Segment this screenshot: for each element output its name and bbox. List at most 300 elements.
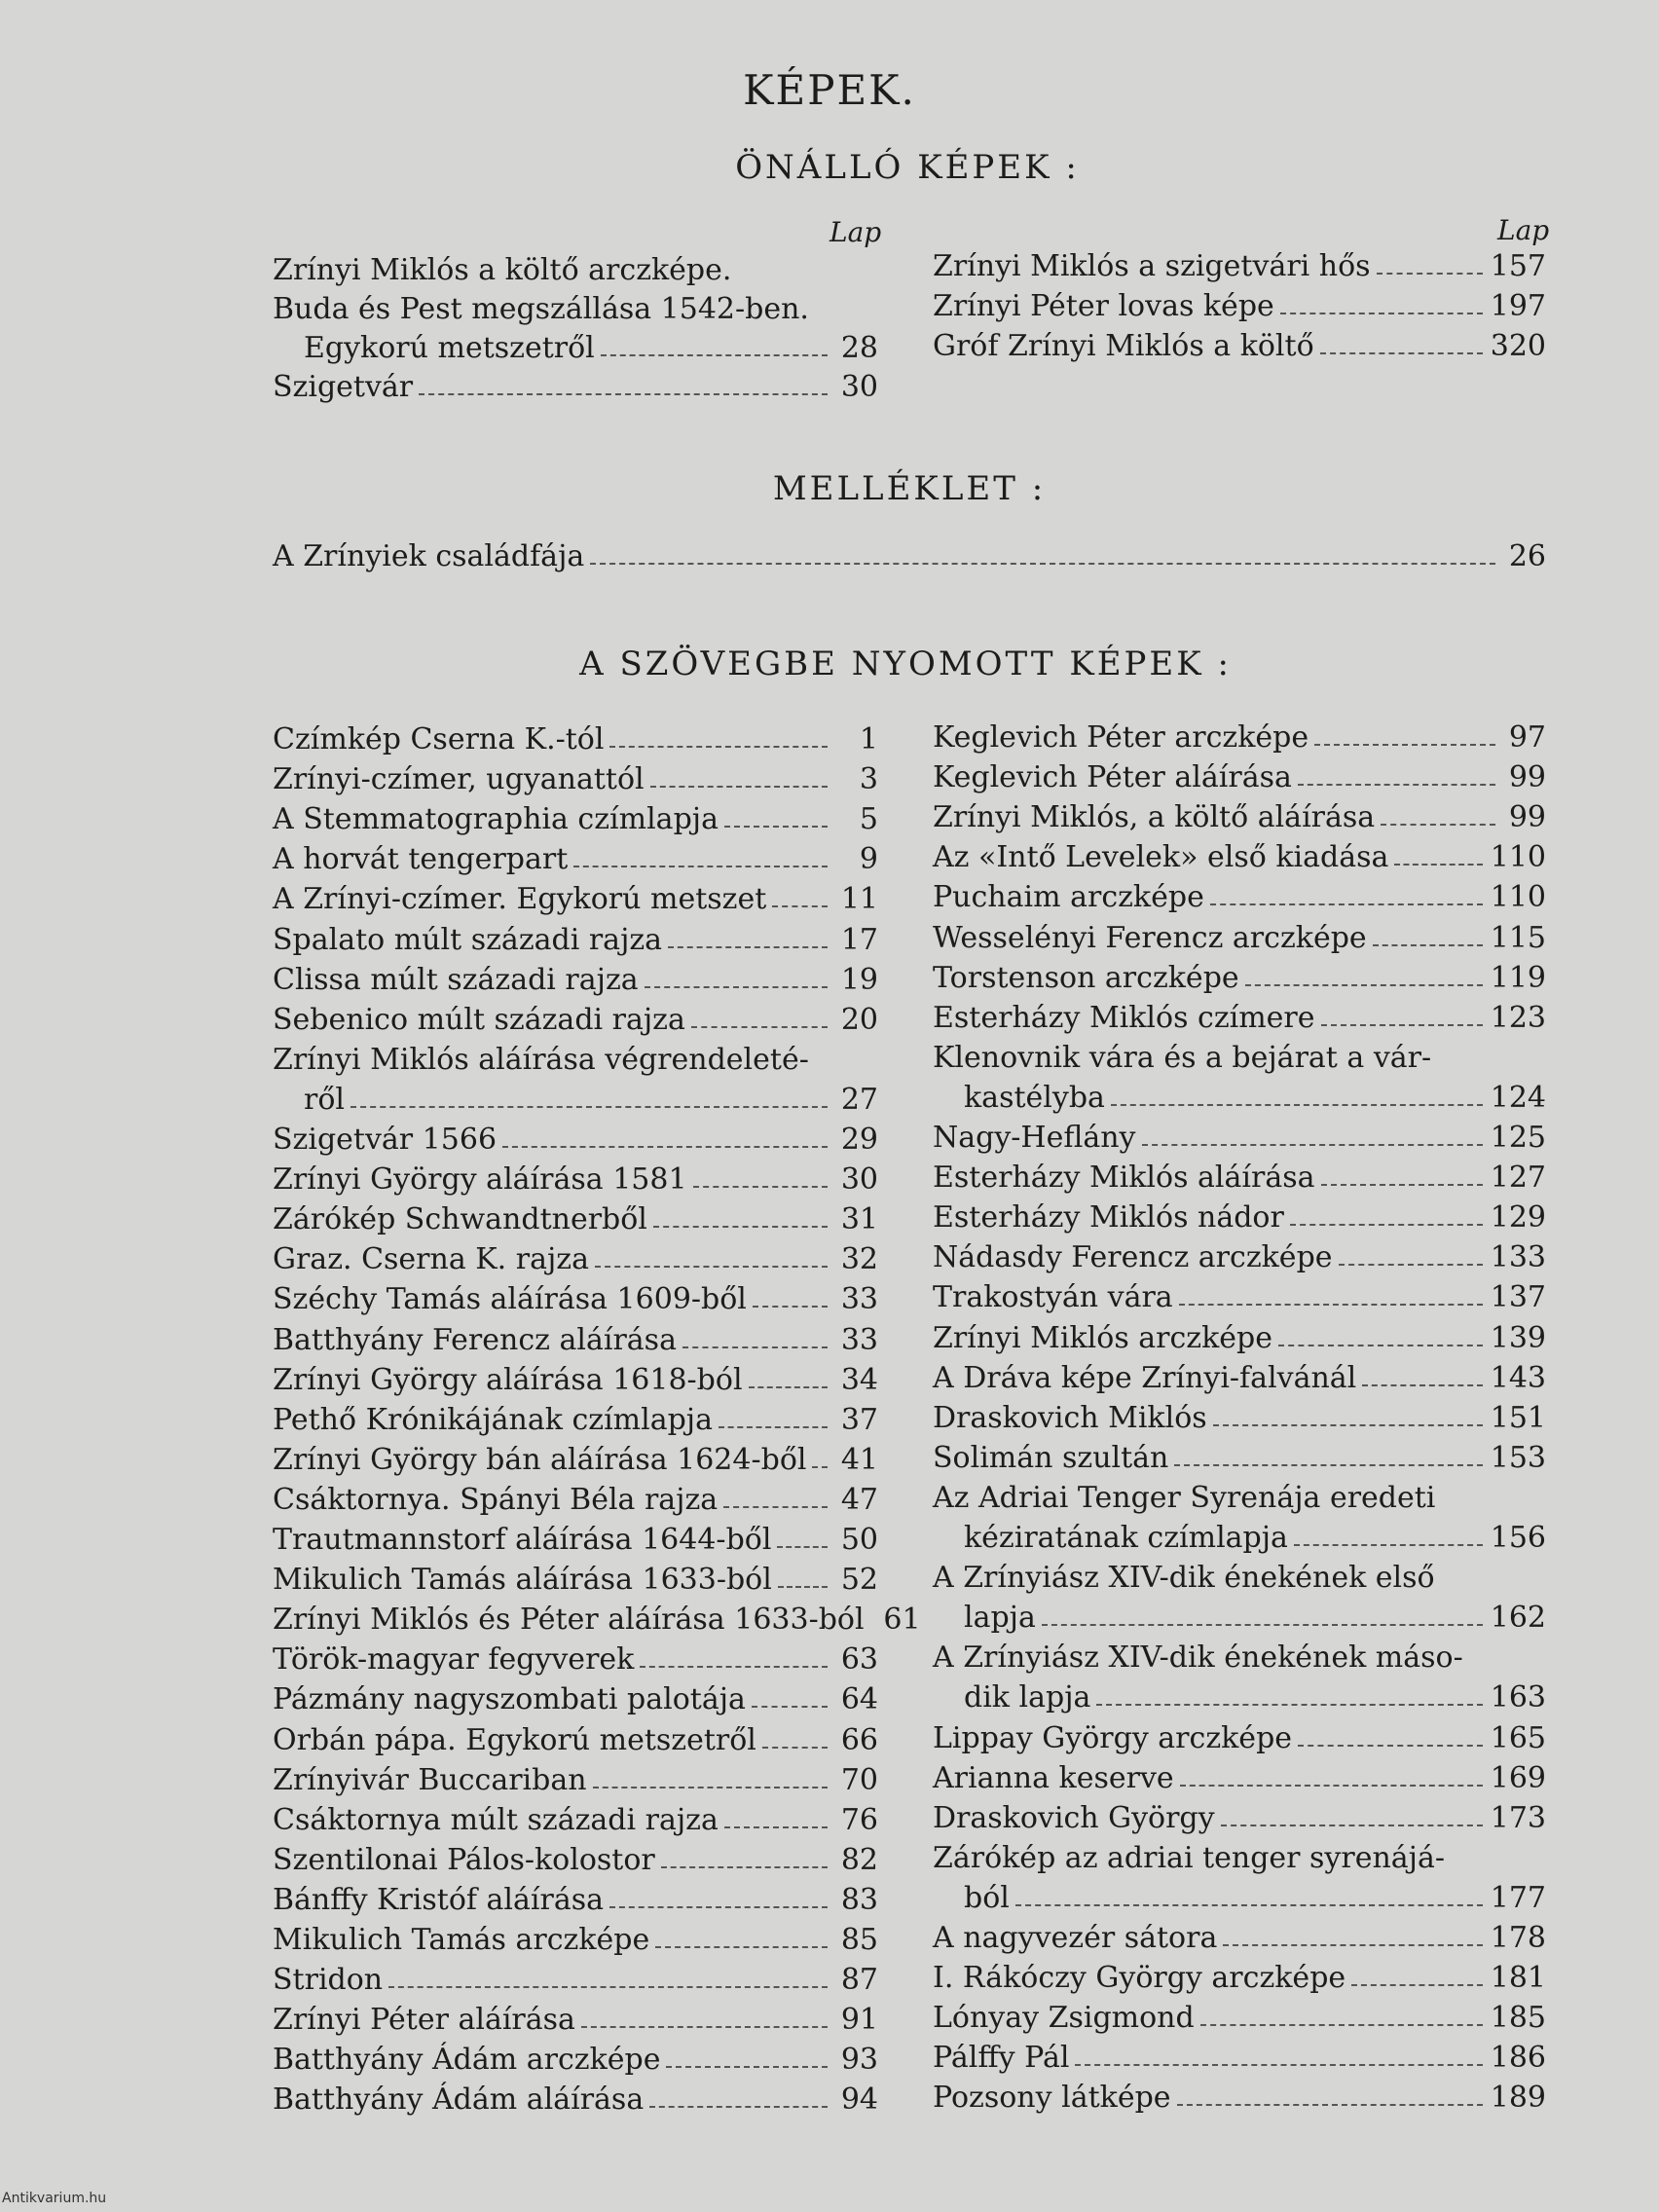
dot-leader xyxy=(668,946,828,948)
entry-title: Zrínyi Miklós, a költő aláírása xyxy=(933,800,1376,835)
toc-entry xyxy=(273,1157,878,1197)
entry-page: 151 xyxy=(1490,1400,1546,1435)
entry-title: Zrínyi Péter aláírása xyxy=(273,2003,575,2038)
dot-leader xyxy=(724,1826,828,1828)
toc-entry xyxy=(933,1035,1546,1075)
entry-title: Zrínyi Miklós arczképe xyxy=(933,1320,1272,1355)
entry-page: 76 xyxy=(840,1802,878,1837)
toc-entry xyxy=(273,997,878,1037)
dot-leader xyxy=(777,1546,828,1548)
dot-leader xyxy=(653,1226,828,1228)
toc-entry xyxy=(273,876,878,916)
entry-title: Pázmány nagyszombati palotája xyxy=(273,1682,746,1717)
entry-page: 28 xyxy=(840,331,878,365)
dot-leader xyxy=(419,393,828,395)
entry-page: 33 xyxy=(840,1322,878,1357)
toc-entry xyxy=(933,1635,1546,1675)
toc-entry xyxy=(273,1957,878,1997)
entry-title: Stridon xyxy=(273,1963,384,1998)
toc-entry xyxy=(273,1797,878,1837)
entry-title: Trautmannstorf aláírása 1644-ből xyxy=(273,1523,772,1557)
dot-leader xyxy=(590,563,1495,565)
toc-entry xyxy=(933,1435,1546,1475)
entry-title: A Stemmatographia czímlapja xyxy=(273,802,719,837)
dot-leader xyxy=(1320,352,1483,354)
dot-leader xyxy=(1177,2104,1483,2106)
entry-title: Torstenson arczképe xyxy=(933,960,1239,995)
entry-page: 99 xyxy=(1508,760,1546,795)
entry-page: 157 xyxy=(1490,249,1546,283)
dot-leader xyxy=(1280,313,1483,314)
toc-entry xyxy=(273,2037,878,2077)
dot-leader xyxy=(1321,1184,1483,1186)
lap-label-right: Lap xyxy=(1497,214,1550,246)
dot-leader xyxy=(649,2106,828,2108)
entry-page: 169 xyxy=(1490,1760,1546,1795)
entry-title: Orbán pápa. Egykorú metszetről xyxy=(273,1722,756,1757)
dot-leader xyxy=(595,1266,828,1268)
dot-leader xyxy=(650,786,828,788)
entry-title: Nagy-Heflány xyxy=(933,1121,1136,1155)
toc-entry xyxy=(933,794,1546,834)
toc-entry xyxy=(933,1355,1546,1395)
dot-leader xyxy=(753,1306,828,1308)
toc-entry xyxy=(933,1475,1546,1515)
entry-page: 41 xyxy=(840,1442,878,1477)
entry-title: A nagyvezér sátora xyxy=(933,1921,1218,1955)
toc-entry xyxy=(933,1915,1546,1955)
dot-leader xyxy=(1298,1745,1483,1747)
dot-leader xyxy=(693,1186,828,1188)
section-heading-szoveg: A SZÖVEGBE NYOMOTT KÉPEK : xyxy=(579,645,1232,683)
section-heading-onallo: ÖNÁLLÓ KÉPEK : xyxy=(735,148,1080,187)
dot-leader xyxy=(350,1106,828,1108)
entry-page: 110 xyxy=(1490,880,1546,915)
entry-title: Pálffy Pál xyxy=(933,2041,1070,2076)
toc-entry xyxy=(933,1955,1546,1995)
dot-leader xyxy=(1278,1345,1483,1346)
dot-leader xyxy=(1294,1544,1483,1546)
entry-page: 93 xyxy=(840,2043,878,2078)
dot-leader xyxy=(682,1346,828,1348)
entry-title: Esterházy Miklós aláírása xyxy=(933,1161,1315,1196)
dot-leader xyxy=(762,1747,828,1749)
toc-entry xyxy=(933,995,1546,1035)
entry-page: 320 xyxy=(1490,329,1546,363)
dot-leader xyxy=(1210,903,1483,905)
entry-page: 137 xyxy=(1490,1280,1546,1315)
entry-title: dik lapja xyxy=(964,1680,1091,1715)
entry-page: 83 xyxy=(840,1882,878,1917)
toc-entry xyxy=(273,1317,878,1357)
toc-entry xyxy=(273,1757,878,1797)
toc-entry xyxy=(273,1517,878,1557)
toc-entry xyxy=(273,1677,878,1716)
entry-page: 186 xyxy=(1490,2041,1546,2076)
dot-leader xyxy=(1180,1785,1483,1787)
dot-leader xyxy=(1213,1424,1483,1426)
dot-leader xyxy=(1075,2064,1482,2066)
entry-page: 127 xyxy=(1490,1161,1546,1196)
toc-entry xyxy=(933,1555,1546,1595)
toc-entry xyxy=(273,364,878,404)
toc-entry xyxy=(933,1195,1546,1235)
toc-entry xyxy=(933,1795,1546,1835)
toc-entry xyxy=(273,1637,878,1677)
entry-page: 123 xyxy=(1490,1000,1546,1035)
entry-title: Graz. Cserna K. rajza xyxy=(273,1242,589,1277)
entry-title: Az «Intő Levelek» első kiadása xyxy=(933,840,1389,875)
entry-page: 11 xyxy=(840,882,878,917)
dot-leader xyxy=(601,354,828,356)
toc-entry xyxy=(933,1755,1546,1795)
dot-leader xyxy=(1042,1624,1483,1626)
entry-title: Draskovich Miklós xyxy=(933,1400,1207,1435)
toc-entry xyxy=(933,715,1546,755)
toc-entry xyxy=(933,243,1546,283)
entry-title: Egykorú metszetről xyxy=(304,331,595,365)
entry-title: Zrínyi György bán aláírása 1624-ből xyxy=(273,1442,807,1477)
toc-entry xyxy=(273,286,878,326)
entry-title: Batthyány Ferencz aláírása xyxy=(273,1322,677,1357)
entry-title: A horvát tengerpart xyxy=(273,842,569,877)
entry-title: kéziratának czímlapja xyxy=(964,1521,1288,1555)
dot-leader xyxy=(1298,784,1495,786)
entry-page: 162 xyxy=(1490,1601,1546,1636)
dot-leader xyxy=(1245,984,1483,986)
entry-page: 26 xyxy=(1508,539,1546,573)
entry-page: 156 xyxy=(1490,1521,1546,1555)
dot-leader xyxy=(1290,1224,1483,1226)
toc-entry xyxy=(273,836,878,876)
entry-title: Mikulich Tamás arczképe xyxy=(273,1923,650,1957)
entry-page: 178 xyxy=(1490,1921,1546,1955)
entry-title: Mikulich Tamás aláírása 1633-ból xyxy=(273,1563,772,1598)
toc-entry xyxy=(933,1515,1546,1555)
toc-entry xyxy=(933,1155,1546,1195)
entry-page: 189 xyxy=(1490,2081,1546,2116)
toc-entry xyxy=(273,717,878,756)
entry-page: 66 xyxy=(840,1722,878,1757)
entry-page: 50 xyxy=(840,1523,878,1557)
toc-entry xyxy=(933,1675,1546,1714)
toc-entry xyxy=(273,1717,878,1757)
entry-title: Batthyány Ádám arczképe xyxy=(273,2043,661,2078)
dot-leader xyxy=(655,1946,828,1948)
toc-entry xyxy=(273,1877,878,1917)
toc-entry xyxy=(273,1997,878,2037)
dot-leader xyxy=(778,1586,828,1588)
entry-title: Bánffy Kristóf aláírása xyxy=(273,1882,605,1917)
entry-title: Solimán szultán xyxy=(933,1440,1169,1475)
entry-title: Zrínyi Miklós és Péter aláírása 1633-ból xyxy=(273,1603,865,1638)
dot-leader xyxy=(1096,1704,1482,1706)
entry-page: 20 xyxy=(840,1002,878,1037)
entry-page: 29 xyxy=(840,1123,878,1157)
entry-title: Klenovnik vára és a bejárat a vár- xyxy=(933,1040,1432,1075)
entry-title: Zrínyivár Buccariban xyxy=(273,1762,587,1797)
dot-leader xyxy=(502,1146,828,1148)
dot-leader xyxy=(1221,1825,1483,1826)
toc-entry xyxy=(933,1274,1546,1314)
entry-title: Wesselényi Ferencz arczképe xyxy=(933,920,1367,955)
entry-page: 31 xyxy=(840,1202,878,1237)
entry-title: A Zrínyiek családfája xyxy=(273,539,585,573)
entry-page: 33 xyxy=(840,1282,878,1317)
toc-entry xyxy=(933,834,1546,874)
entry-title: Keglevich Péter arczképe xyxy=(933,720,1309,755)
toc-entry xyxy=(273,1037,878,1077)
entry-title: Zrínyi György aláírása 1618-ból xyxy=(273,1362,743,1397)
entry-title: ból xyxy=(964,1880,1010,1915)
dot-leader xyxy=(666,2066,828,2068)
entry-title: ről xyxy=(304,1082,345,1117)
dot-leader xyxy=(1015,1904,1483,1906)
entry-page: 185 xyxy=(1490,2001,1546,2036)
entry-title: Az Adriai Tenger Syrenája eredeti xyxy=(933,1480,1436,1515)
toc-entry xyxy=(273,1357,878,1397)
dot-leader xyxy=(1394,864,1482,866)
entry-title: Keglevich Péter aláírása xyxy=(933,760,1292,795)
dot-leader xyxy=(593,1787,828,1788)
entry-title: I. Rákóczy György arczképe xyxy=(933,1961,1346,1996)
entry-page: 91 xyxy=(840,2003,878,2038)
dot-leader xyxy=(723,1506,828,1508)
entry-page: 177 xyxy=(1490,1880,1546,1915)
toc-entry xyxy=(933,874,1546,914)
toc-entry xyxy=(933,1115,1546,1155)
entry-page: 94 xyxy=(840,2083,878,2118)
entry-title: A Dráva képe Zrínyi-falvánál xyxy=(933,1360,1357,1395)
toc-entry xyxy=(933,1595,1546,1635)
dot-leader xyxy=(719,1426,828,1428)
entry-title: A Zrínyiász XIV-dik énekének első xyxy=(933,1561,1435,1596)
entry-title: Zárókép az adriai tenger syrenájá- xyxy=(933,1840,1446,1875)
entry-title: Zrínyi Miklós aláírása végrendeleté- xyxy=(273,1042,809,1077)
entry-page: 32 xyxy=(840,1242,878,1277)
toc-entry xyxy=(933,283,1546,323)
entry-page: 173 xyxy=(1490,1800,1546,1835)
entry-page: 1 xyxy=(859,722,878,756)
toc-entry xyxy=(933,755,1546,794)
dot-leader xyxy=(388,1986,828,1988)
entry-page: 3 xyxy=(859,762,878,797)
toc-entry xyxy=(273,1276,878,1316)
dot-leader xyxy=(609,746,828,748)
entry-title: Szentilonai Pálos-kolostor xyxy=(273,1842,655,1877)
toc-entry xyxy=(273,1437,878,1477)
entry-title: Buda és Pest megszállása 1542-ben. xyxy=(273,292,809,326)
entry-page: 124 xyxy=(1490,1080,1546,1115)
toc-entry xyxy=(933,915,1546,955)
dot-leader xyxy=(1339,1264,1483,1266)
entry-title: Trakostyán vára xyxy=(933,1280,1173,1315)
entry-page: 99 xyxy=(1508,800,1546,835)
entry-page: 129 xyxy=(1490,1200,1546,1235)
entry-page: 143 xyxy=(1490,1360,1546,1395)
toc-entry xyxy=(933,1995,1546,2035)
toc-entry xyxy=(933,2035,1546,2075)
dot-leader xyxy=(691,1026,828,1028)
toc-entry xyxy=(933,1235,1546,1274)
entry-page: 9 xyxy=(859,842,878,877)
entry-page: 125 xyxy=(1490,1121,1546,1155)
toc-entry xyxy=(273,1197,878,1236)
dot-leader xyxy=(661,1866,828,1868)
entry-title: Spalato múlt századi rajza xyxy=(273,922,663,957)
toc-entry xyxy=(933,1315,1546,1355)
entry-page: 87 xyxy=(840,1963,878,1998)
entry-page: 34 xyxy=(840,1362,878,1397)
dot-leader xyxy=(752,1706,828,1708)
entry-title: Lippay György arczképe xyxy=(933,1720,1293,1755)
entry-title: Gróf Zrínyi Miklós a költő xyxy=(933,329,1314,363)
melleklet-entry xyxy=(273,534,1546,573)
entry-page: 82 xyxy=(840,1842,878,1877)
entry-page: 85 xyxy=(840,1923,878,1957)
entry-title: Puchaim arczképe xyxy=(933,880,1204,915)
entry-title: Csáktornya. Spányi Béla rajza xyxy=(273,1482,719,1517)
entry-title: Török-magyar fegyverek xyxy=(273,1642,635,1677)
toc-entry xyxy=(273,247,878,287)
entry-title: A Zrínyiász XIV-dik énekének máso- xyxy=(933,1641,1463,1676)
toc-entry xyxy=(273,1397,878,1437)
entry-page: 70 xyxy=(840,1762,878,1797)
entry-page: 181 xyxy=(1490,1961,1546,1996)
toc-entry xyxy=(273,325,878,365)
entry-page: 30 xyxy=(840,370,878,404)
entry-page: 5 xyxy=(859,802,878,837)
entry-title: Pozsony látképe xyxy=(933,2081,1171,2116)
dot-leader xyxy=(573,866,828,867)
toc-entry xyxy=(273,1837,878,1877)
dot-leader xyxy=(772,905,828,907)
entry-page: 17 xyxy=(840,922,878,957)
dot-leader xyxy=(581,2026,828,2028)
entry-page: 37 xyxy=(840,1402,878,1437)
toc-entry xyxy=(273,2077,878,2117)
entry-title: Szigetvár xyxy=(273,370,414,404)
entry-title: Zrínyi Péter lovas képe xyxy=(933,289,1274,323)
toc-entry xyxy=(933,955,1546,995)
entry-title: Zrínyi György aláírása 1581 xyxy=(273,1162,687,1198)
dot-leader xyxy=(1179,1304,1483,1306)
toc-entry xyxy=(933,2075,1546,2115)
entry-page: 27 xyxy=(840,1082,878,1117)
entry-title: Arianna keserve xyxy=(933,1760,1174,1795)
entry-page: 47 xyxy=(840,1482,878,1517)
dot-leader xyxy=(609,1906,828,1908)
entry-page: 110 xyxy=(1490,840,1546,875)
entry-title: Batthyány Ádám aláírása xyxy=(273,2083,645,2118)
lap-label-left: Lap xyxy=(830,216,882,248)
dot-leader xyxy=(1142,1144,1483,1146)
dot-leader xyxy=(724,826,828,828)
entry-page: 133 xyxy=(1490,1240,1546,1275)
toc-entry xyxy=(273,756,878,796)
entry-title: Széchy Tamás aláírása 1609-ből xyxy=(273,1282,747,1317)
entry-title: kastélyba xyxy=(964,1080,1105,1115)
entry-page: 153 xyxy=(1490,1440,1546,1475)
toc-entry xyxy=(273,917,878,957)
dot-leader xyxy=(1373,944,1483,946)
entry-title: Esterházy Miklós czímere xyxy=(933,1000,1315,1035)
entry-title: Clissa múlt századi rajza xyxy=(273,962,639,997)
toc-entry xyxy=(933,323,1546,363)
dot-leader xyxy=(640,1666,828,1668)
toc-entry xyxy=(273,796,878,836)
entry-title: Zrínyi-czímer, ugyanattól xyxy=(273,762,645,797)
entry-page: 63 xyxy=(840,1642,878,1677)
entry-page: 197 xyxy=(1490,289,1546,323)
entry-title: A Zrínyi-czímer. Egykorú metszet xyxy=(273,882,767,917)
entry-page: 19 xyxy=(840,962,878,997)
toc-entry xyxy=(933,1835,1546,1875)
dot-leader xyxy=(1111,1104,1483,1106)
toc-entry xyxy=(273,1917,878,1957)
entry-page: 97 xyxy=(1508,720,1546,755)
toc-entry xyxy=(273,957,878,997)
toc-entry xyxy=(933,1075,1546,1115)
dot-leader xyxy=(1351,1984,1483,1986)
entry-title: Czímkép Cserna K.-tól xyxy=(273,722,605,756)
entry-title: Sebenico múlt századi rajza xyxy=(273,1002,685,1037)
entry-title: Zárókép Schwandtnerből xyxy=(273,1202,647,1237)
entry-page: 139 xyxy=(1490,1320,1546,1355)
entry-title: Lónyay Zsigmond xyxy=(933,2001,1195,2036)
toc-entry xyxy=(273,1236,878,1276)
toc-entry xyxy=(933,1875,1546,1915)
entry-page: 163 xyxy=(1490,1680,1546,1715)
dot-leader xyxy=(1377,273,1483,275)
entry-page: 52 xyxy=(840,1563,878,1598)
dot-leader xyxy=(1362,1384,1482,1386)
entry-title: Nádasdy Ferencz arczképe xyxy=(933,1240,1333,1275)
entry-title: Szigetvár 1566 xyxy=(273,1123,498,1157)
watermark: Antikvarium.hu xyxy=(2,2191,107,2206)
entry-page: 119 xyxy=(1490,960,1546,995)
entry-title: Draskovich György xyxy=(933,1800,1215,1835)
dot-leader xyxy=(1321,1024,1483,1026)
section-heading-melleklet: MELLÉKLET : xyxy=(772,469,1047,508)
dot-leader xyxy=(1174,1464,1482,1466)
toc-entry xyxy=(273,1597,921,1638)
entry-page: 165 xyxy=(1490,1720,1546,1755)
dot-leader xyxy=(1223,1944,1482,1946)
entry-page: 64 xyxy=(840,1682,878,1717)
toc-entry xyxy=(933,1715,1546,1755)
entry-title: Csáktornya múlt századi rajza xyxy=(273,1802,719,1837)
toc-entry xyxy=(273,1077,878,1117)
entry-title: lapja xyxy=(964,1601,1036,1636)
dot-leader xyxy=(1381,824,1495,826)
toc-entry xyxy=(273,1117,878,1157)
entry-title: Esterházy Miklós nádor xyxy=(933,1200,1284,1235)
entry-title: Zrínyi Miklós a költő arczképe. xyxy=(273,253,732,287)
entry-page: 115 xyxy=(1490,920,1546,955)
toc-entry xyxy=(933,1395,1546,1435)
dot-leader xyxy=(1200,2024,1483,2026)
page-title: KÉPEK. xyxy=(743,66,916,114)
entry-title: Zrínyi Miklós a szigetvári hős xyxy=(933,249,1371,283)
dot-leader xyxy=(1314,744,1495,746)
toc-entry xyxy=(273,1557,878,1597)
dot-leader xyxy=(749,1386,828,1388)
dot-leader xyxy=(812,1466,828,1468)
entry-page: 61 xyxy=(883,1603,921,1638)
dot-leader xyxy=(645,986,828,988)
entry-title: Pethő Krónikájának czímlapja xyxy=(273,1402,713,1437)
